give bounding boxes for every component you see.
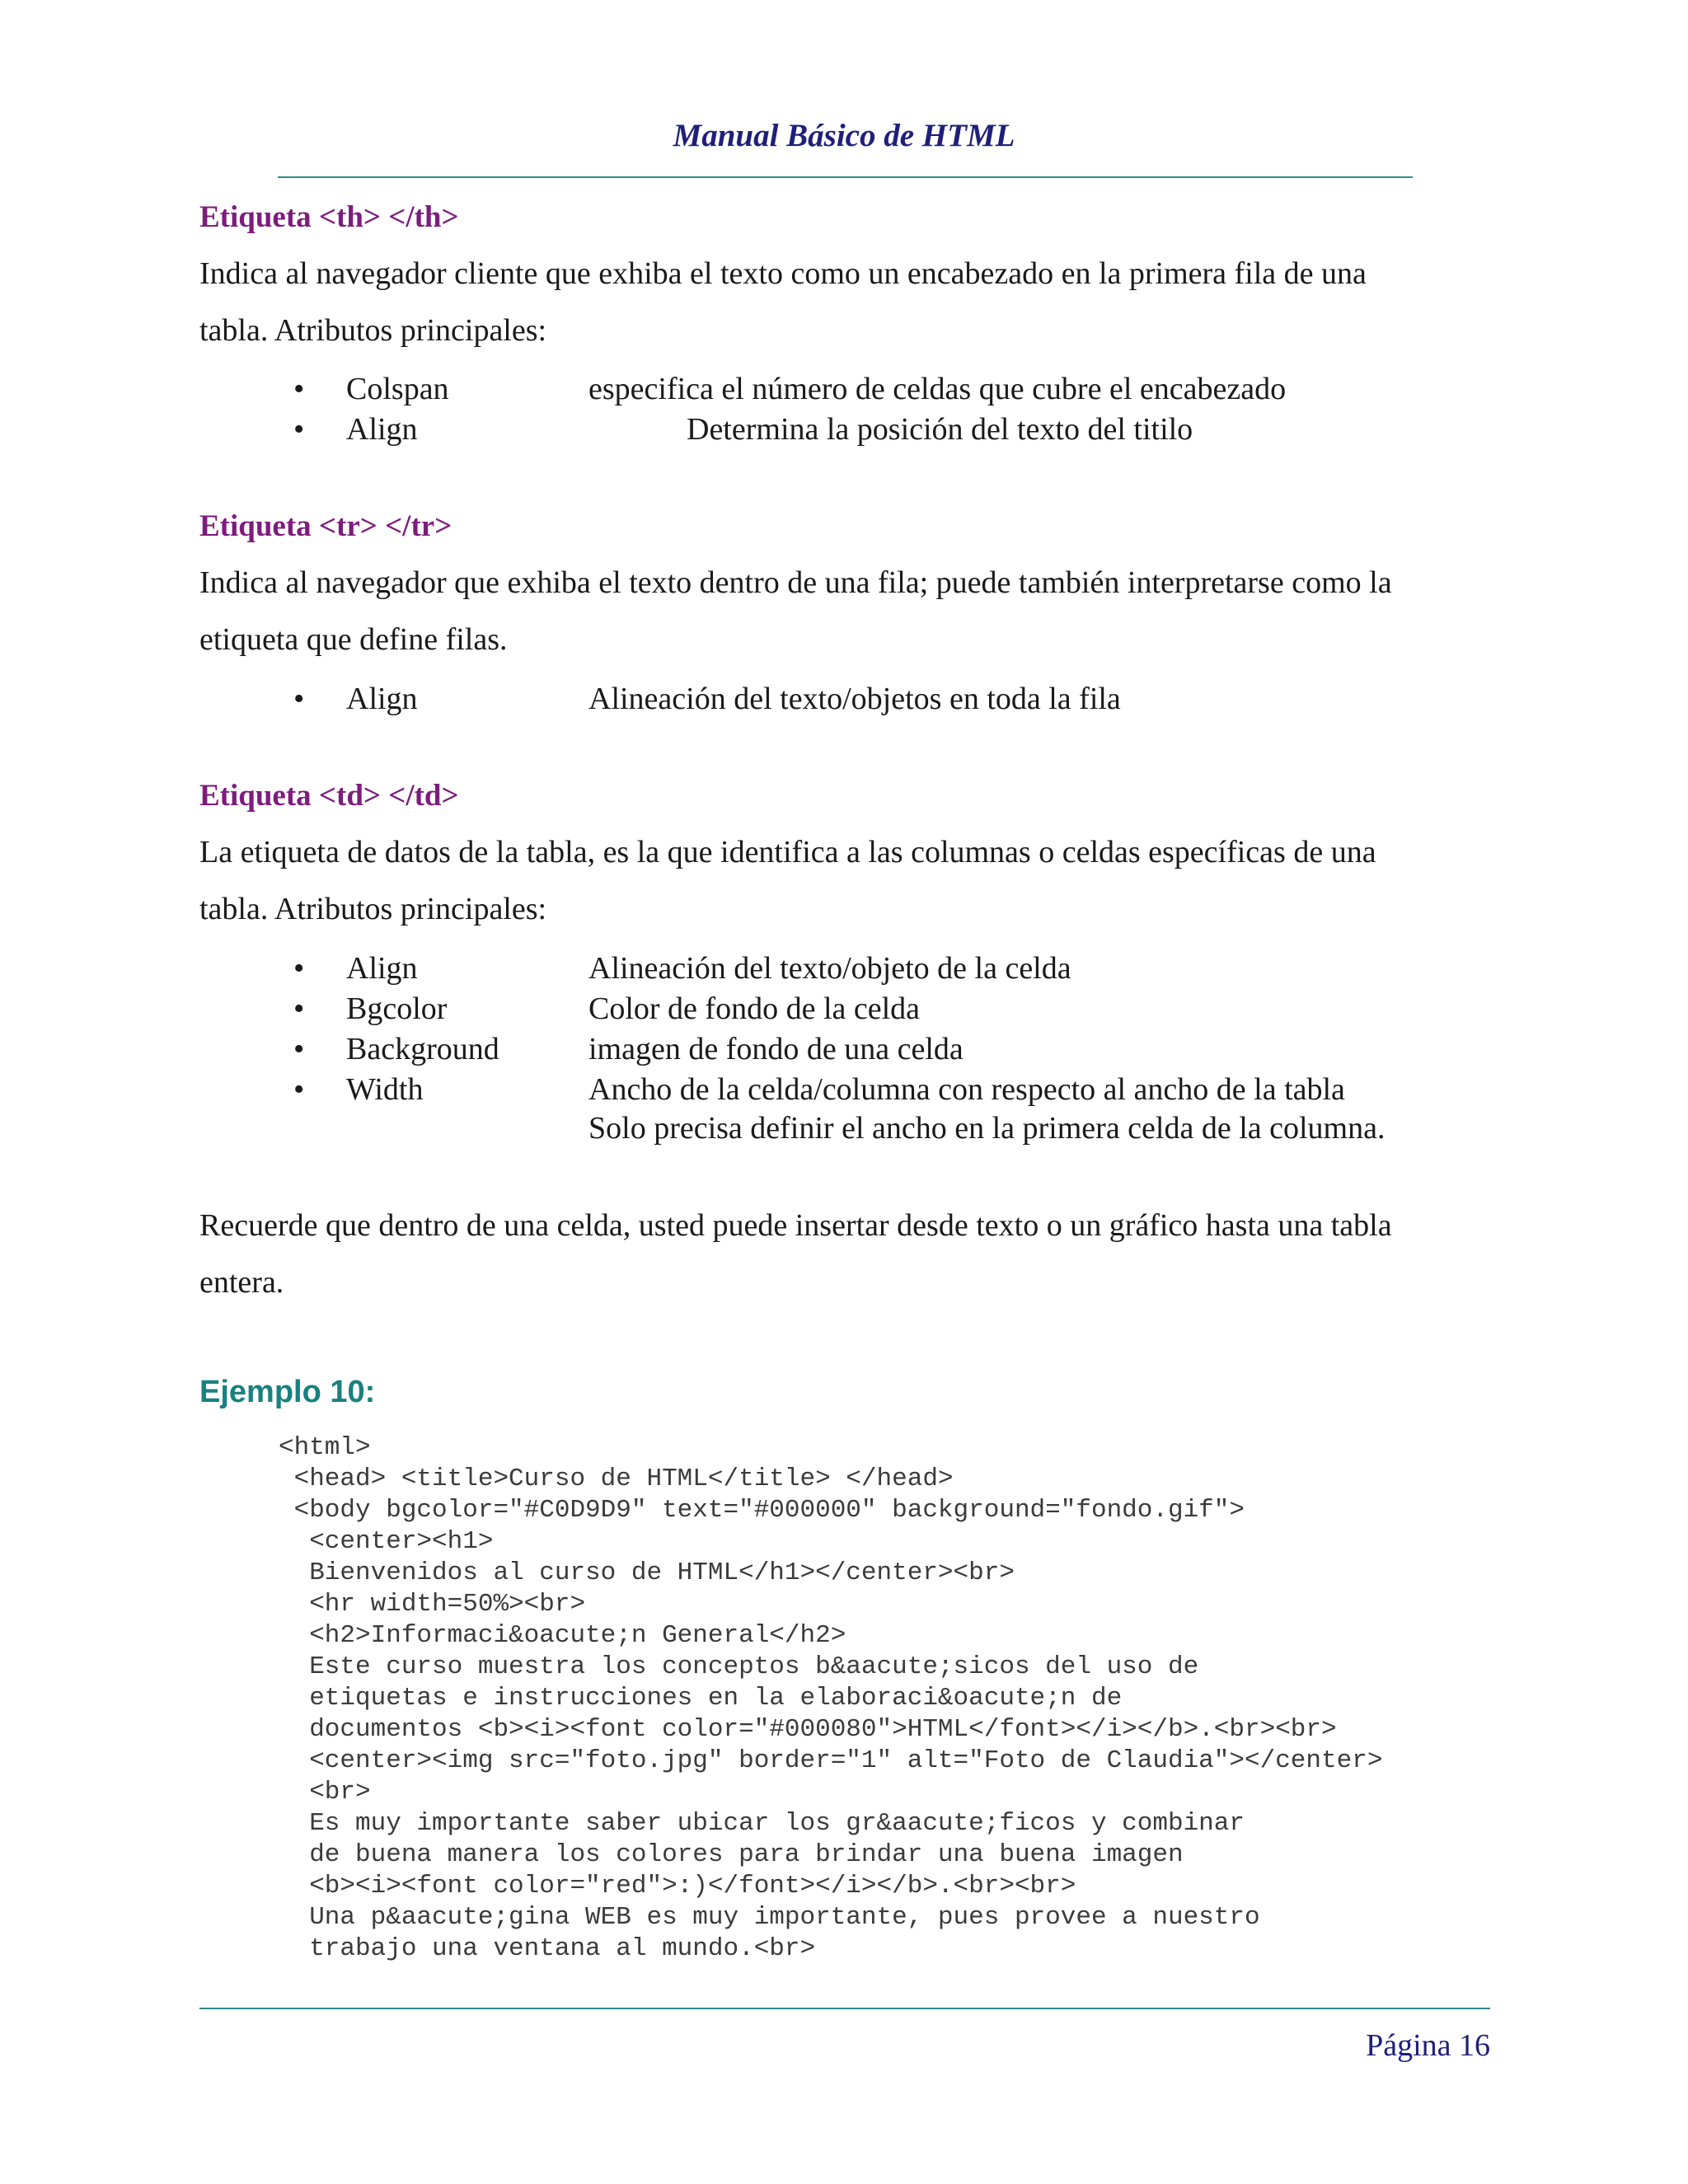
attribute-description: especifica el número de celdas que cubre el encabezado bbox=[588, 372, 1287, 406]
section-description-th bbox=[199, 246, 1490, 359]
page-number: Página 16 bbox=[1366, 2028, 1490, 2063]
bullet-icon: • bbox=[293, 951, 305, 986]
attribute-description: Determina la posición del texto del titilo bbox=[687, 412, 1193, 447]
attribute-name: Width bbox=[346, 1072, 424, 1107]
attribute-description: Ancho de la celda/columna con respecto al ancho de la tabla bbox=[588, 1072, 1345, 1107]
attribute-name: Align bbox=[346, 412, 418, 447]
bullet-icon: • bbox=[293, 682, 305, 716]
attribute-name: Colspan bbox=[346, 372, 449, 406]
example-code-block bbox=[279, 1432, 1382, 1965]
code-line: <html> bbox=[279, 1433, 371, 1462]
section-description-tr bbox=[199, 555, 1490, 668]
attribute-name: Bgcolor bbox=[346, 991, 448, 1026]
code-line: documentos <b><i><font color="#000080">HTML</font></i></b>.<br><br> bbox=[279, 1715, 1337, 1744]
note-paragraph bbox=[199, 1197, 1490, 1311]
bullet-icon: • bbox=[293, 372, 305, 406]
attribute-name: Align bbox=[346, 951, 418, 986]
section-description-line: etiqueta que define filas. bbox=[199, 622, 508, 657]
code-line: <head> <title>Curso de HTML</title> </head> bbox=[279, 1465, 954, 1493]
section-description-line: La etiqueta de datos de la tabla, es la que identifica a las columnas o celdas específicas de una bbox=[199, 835, 1376, 869]
code-line: <body bgcolor="#C0D9D9" text="#000000" background="fondo.gif"> bbox=[279, 1496, 1245, 1525]
code-line: <b><i><font color="red">:)</font></i></b>.<br><br> bbox=[279, 1872, 1076, 1900]
code-line: <h2>Informaci&oacute;n General</h2> bbox=[279, 1621, 846, 1650]
code-line: Este curso muestra los conceptos b&aacute;sicos del uso de bbox=[279, 1652, 1199, 1681]
code-line: trabajo una ventana al mundo.<br> bbox=[279, 1934, 816, 1963]
code-line: <center><img src="foto.jpg" border="1" alt="Foto de Claudia"></center> bbox=[279, 1746, 1383, 1775]
note-line: Recuerde que dentro de una celda, usted puede insertar desde texto o un gráfico hasta una tabla bbox=[199, 1208, 1392, 1243]
attribute-description-extra: Solo precisa definir el ancho en la primera celda de la columna. bbox=[588, 1111, 1386, 1146]
section-heading-td: Etiqueta <td> </td> bbox=[199, 779, 459, 813]
attribute-description: imagen de fondo de una celda bbox=[588, 1032, 964, 1066]
code-line: <hr width=50%><br> bbox=[279, 1590, 586, 1619]
note-line: entera. bbox=[199, 1265, 284, 1300]
code-line: <center><h1> bbox=[279, 1527, 494, 1556]
header-divider bbox=[278, 176, 1413, 178]
code-line: etiquetas e instrucciones en la elaboraci&oacute;n de bbox=[279, 1684, 1123, 1713]
section-heading-tr: Etiqueta <tr> </tr> bbox=[199, 509, 452, 543]
section-description-td bbox=[199, 824, 1490, 938]
example-title: Ejemplo 10: bbox=[199, 1375, 376, 1409]
attribute-description: Alineación del texto/objetos en toda la fila bbox=[588, 682, 1121, 716]
bullet-icon: • bbox=[293, 1032, 305, 1066]
code-line: Es muy importante saber ubicar los gr&aacute;ficos y combinar bbox=[279, 1809, 1245, 1838]
code-line: Una p&aacute;gina WEB es muy importante, pues provee a nuestro bbox=[279, 1903, 1260, 1932]
page-header-title: Manual Básico de HTML bbox=[673, 118, 1015, 153]
section-description-line: Indica al navegador cliente que exhiba el texto como un encabezado en la primera fila de una bbox=[199, 256, 1367, 291]
bullet-icon: • bbox=[293, 412, 305, 447]
code-line: Bienvenidos al curso de HTML</h1></center><br> bbox=[279, 1558, 1015, 1587]
section-heading-th: Etiqueta <th> </th> bbox=[199, 200, 459, 234]
bullet-icon: • bbox=[293, 1072, 305, 1107]
section-description-line: Indica al navegador que exhiba el texto dentro de una fila; puede también interpretarse como la bbox=[199, 565, 1392, 600]
bullet-icon: • bbox=[293, 991, 305, 1026]
footer-divider bbox=[199, 2008, 1490, 2009]
attribute-description: Color de fondo de la celda bbox=[588, 991, 921, 1026]
section-description-line: tabla. Atributos principales: bbox=[199, 313, 547, 348]
code-line: <br> bbox=[279, 1778, 371, 1807]
attribute-name: Background bbox=[346, 1032, 499, 1066]
code-line: de buena manera los colores para brindar una buena imagen bbox=[279, 1840, 1184, 1869]
section-description-line: tabla. Atributos principales: bbox=[199, 892, 547, 926]
attribute-description: Alineación del texto/objeto de la celda bbox=[588, 951, 1071, 986]
attribute-name: Align bbox=[346, 682, 418, 716]
